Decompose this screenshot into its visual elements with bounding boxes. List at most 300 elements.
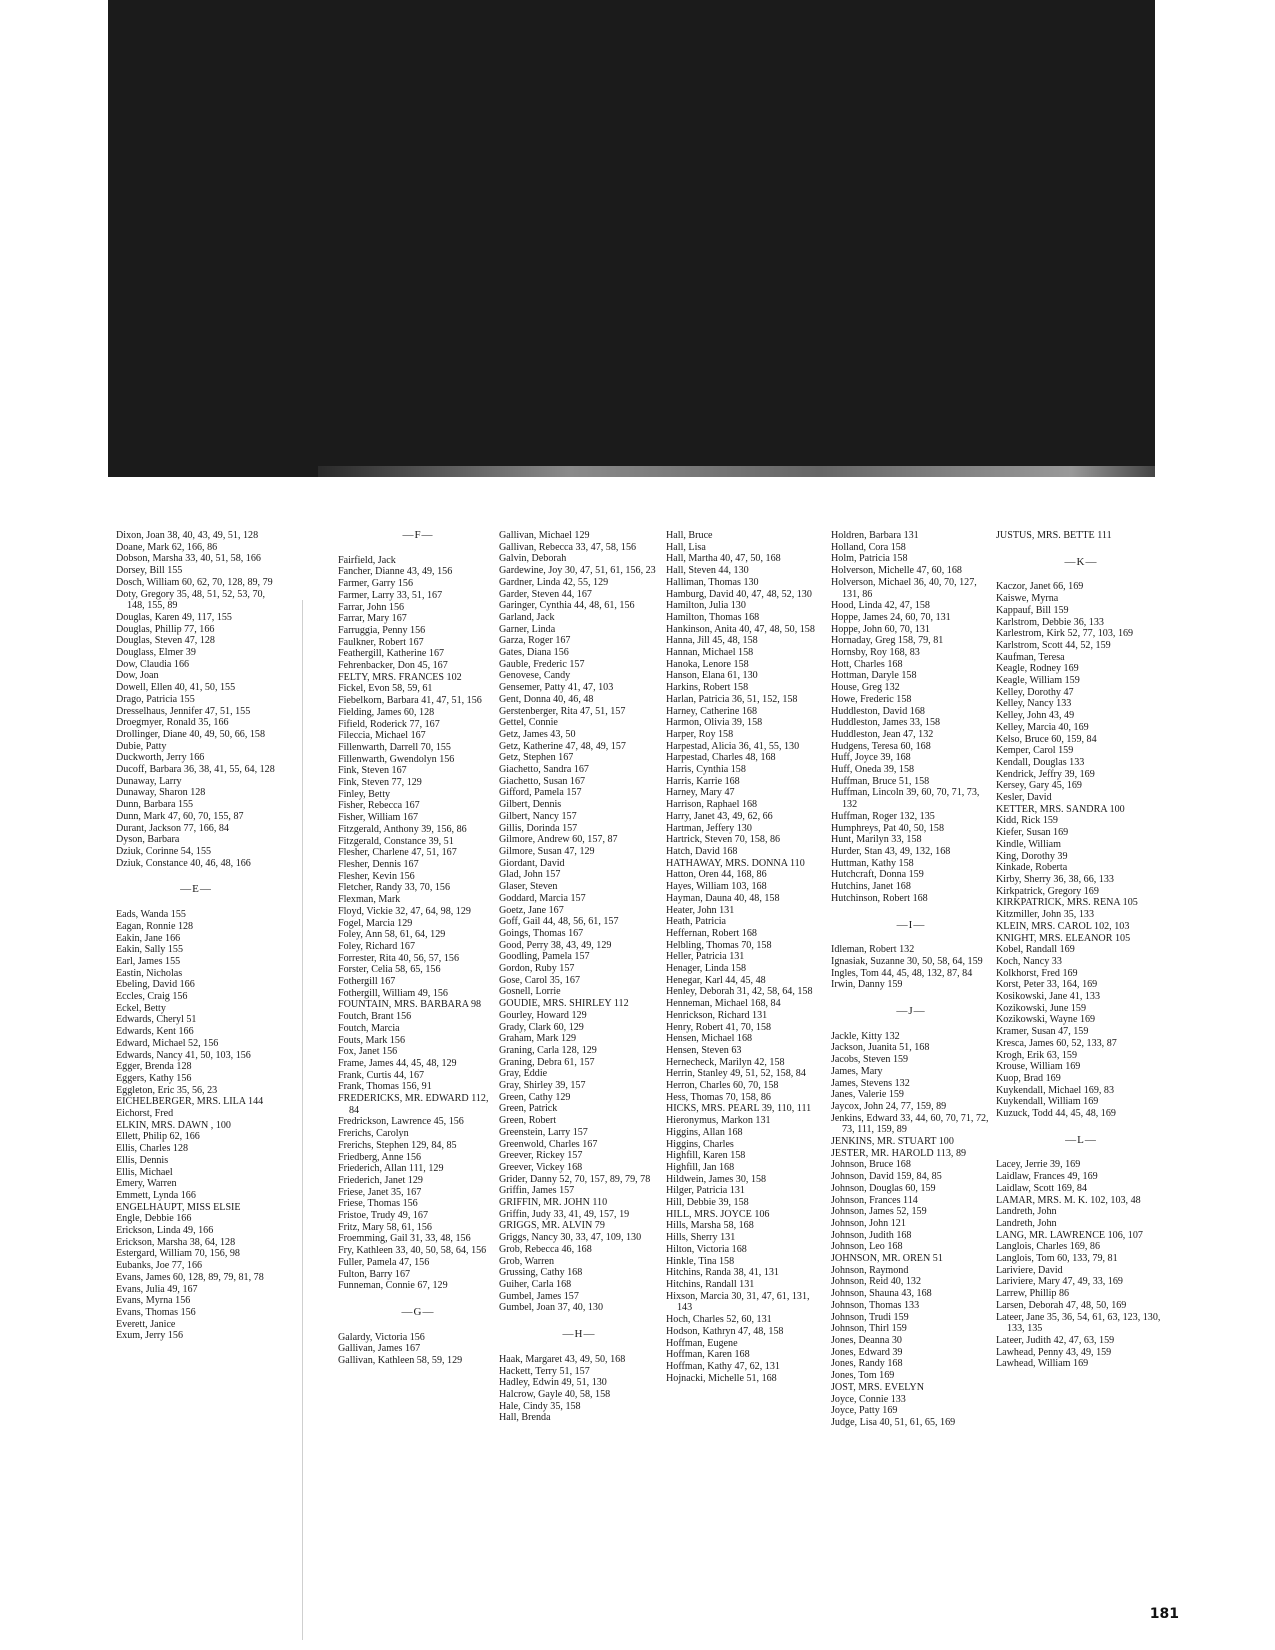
index-entry: Hildwein, James 30, 158 <box>666 1173 767 1185</box>
index-entry: Hatch, David 168 <box>666 845 738 857</box>
index-column-4 <box>666 530 826 1384</box>
index-entry: Howe, Frederic 158 <box>831 693 912 705</box>
index-entry: Jenkins, Edward 33, 44, 60, 70, 71, 72, 73, 111, 159, 89 <box>831 1112 989 1136</box>
index-entry: Earl, James 155 <box>116 955 181 967</box>
index-entry: Erickson, Linda 49, 166 <box>116 1225 214 1237</box>
index-entry: Johnson, Bruce 168 <box>831 1159 911 1171</box>
index-entry: Ellett, Philip 62, 166 <box>116 1131 200 1143</box>
index-entry: Edwards, Nancy 41, 50, 103, 156 <box>116 1049 251 1061</box>
index-entry: Henry, Robert 41, 70, 158 <box>666 1021 772 1033</box>
index-entry: Faulkner, Robert 167 <box>338 636 424 648</box>
index-entry: KNIGHT, MRS. ELEANOR 105 <box>996 932 1131 944</box>
index-entry: Harpestad, Alicia 36, 41, 55, 130 <box>666 740 800 752</box>
index-entry: Friederich, Allan 111, 129 <box>338 1163 444 1175</box>
index-entry: Good, Perry 38, 43, 49, 129 <box>499 939 612 951</box>
index-entry: Laidlaw, Scott 169, 84 <box>996 1182 1088 1194</box>
index-entry: Kelley, Nancy 133 <box>996 698 1072 710</box>
index-entry: Kirkpatrick, Gregory 169 <box>996 885 1099 897</box>
index-entry: Henneman, Michael 168, 84 <box>666 998 781 1010</box>
index-entry: Hornsby, Roy 168, 83 <box>831 647 920 659</box>
index-entry: Kozikowski, June 159 <box>996 1002 1086 1014</box>
index-entry: Edwards, Kent 166 <box>116 1026 194 1038</box>
index-entry: Gumbel, Joan 37, 40, 130 <box>499 1302 604 1314</box>
index-entry: Kelso, Bruce 60, 159, 84 <box>996 733 1097 745</box>
index-entry: Goings, Thomas 167 <box>499 927 584 939</box>
index-entry: Gent, Donna 40, 46, 48 <box>499 693 594 705</box>
index-entry: Huffman, Lincoln 39, 60, 70, 71, 73, 132 <box>831 787 980 811</box>
index-entry: Kirby, Sherry 36, 38, 66, 133 <box>996 873 1114 885</box>
section-letter-heading: —E— <box>180 883 212 896</box>
index-entry: Humphreys, Pat 40, 50, 158 <box>831 822 944 834</box>
index-entry: Landreth, John <box>996 1217 1057 1229</box>
index-entry: Fink, Steven 77, 129 <box>338 777 422 789</box>
index-entry: Doane, Mark 62, 166, 86 <box>116 541 218 553</box>
index-entry: Hayes, William 103, 168 <box>666 881 767 893</box>
index-entry: Johnson, Judith 168 <box>831 1229 912 1241</box>
index-entry: Gillis, Dorinda 157 <box>499 822 578 834</box>
index-entry: Lariviere, David <box>996 1264 1063 1276</box>
index-entry: Edwards, Cheryl 51 <box>116 1014 197 1026</box>
index-entry: Huff, Joyce 39, 168 <box>831 752 911 764</box>
index-entry: Drollinger, Diane 40, 49, 50, 66, 158 <box>116 728 266 740</box>
index-entry: Johnson, John 121 <box>831 1217 906 1229</box>
index-entry: Kidd, Rick 159 <box>996 815 1058 827</box>
index-entry: Hamilton, Thomas 168 <box>666 611 760 623</box>
index-entry: Harney, Catherine 168 <box>666 705 757 717</box>
index-entry: Halliman, Thomas 130 <box>666 576 759 588</box>
page-number: 181 <box>1149 1606 1179 1622</box>
index-entry: Gourley, Howard 129 <box>499 1009 587 1021</box>
index-entry: Huddleston, James 33, 158 <box>831 717 941 729</box>
index-entry: Johnson, Reid 40, 132 <box>831 1276 922 1288</box>
index-entry: Duckworth, Jerry 166 <box>116 752 205 764</box>
index-entry: Henrickson, Richard 131 <box>666 1009 768 1021</box>
index-entry: Helbling, Thomas 70, 158 <box>666 939 772 951</box>
index-entry: Green, Cathy 129 <box>499 1091 571 1103</box>
index-entry: Hayman, Dauna 40, 48, 158 <box>666 892 780 904</box>
index-entry: Griggs, Nancy 30, 33, 47, 109, 130 <box>499 1232 642 1244</box>
index-entry: Fothergill, William 49, 156 <box>338 987 448 999</box>
index-entry: FELTY, MRS. FRANCES 102 <box>338 671 462 683</box>
index-entry: Herron, Charles 60, 70, 158 <box>666 1080 779 1092</box>
index-entry: Grob, Rebecca 46, 168 <box>499 1243 592 1255</box>
index-entry: Emmett, Lynda 166 <box>116 1189 196 1201</box>
index-entry: Hudgens, Teresa 60, 168 <box>831 740 931 752</box>
index-entry: Johnson, Trudi 159 <box>831 1311 909 1323</box>
index-entry: Idleman, Robert 132 <box>831 944 915 956</box>
index-column-3 <box>499 530 659 1424</box>
index-entry: Evans, Julia 49, 167 <box>116 1283 198 1295</box>
index-entry: Kobel, Randall 169 <box>996 944 1075 956</box>
index-entry: Flesher, Kevin 156 <box>338 870 415 882</box>
index-entry: Goetz, Jane 167 <box>499 904 564 916</box>
index-entry: Fielding, James 60, 128 <box>338 706 435 718</box>
index-entry: Fristoe, Trudy 49, 167 <box>338 1210 429 1222</box>
index-entry: Douglas, Steven 47, 128 <box>116 635 215 647</box>
index-entry: Fancher, Dianne 43, 49, 156 <box>338 566 453 578</box>
index-entry: Foley, Ann 58, 61, 64, 129 <box>338 929 446 941</box>
index-entry: Laidlaw, Frances 49, 169 <box>996 1171 1098 1183</box>
index-entry: Hoffman, Eugene <box>666 1337 738 1349</box>
index-entry: Gensemer, Patty 41, 47, 103 <box>499 682 614 694</box>
index-entry: Kuykendall, Michael 169, 83 <box>996 1084 1115 1096</box>
index-entry: Hoppe, James 24, 60, 70, 131 <box>831 611 951 623</box>
index-entry: Kendrick, Jeffry 39, 169 <box>996 768 1095 780</box>
index-entry: Jones, Tom 169 <box>831 1370 895 1382</box>
index-entry: Gordon, Ruby 157 <box>499 963 575 975</box>
index-entry: Fox, Janet 156 <box>338 1046 398 1058</box>
index-entry: Goff, Gail 44, 48, 56, 61, 157 <box>499 916 619 928</box>
index-entry: Gose, Carol 35, 167 <box>499 974 581 986</box>
index-entry: Dow, Claudia 166 <box>116 658 190 670</box>
index-entry: Gauble, Frederic 157 <box>499 658 585 670</box>
index-entry: Getz, Stephen 167 <box>499 752 574 764</box>
index-entry: Hitchins, Randa 38, 41, 131 <box>666 1267 779 1279</box>
index-entry: Hartrick, Steven 70, 158, 86 <box>666 834 781 846</box>
index-entry: HATHAWAY, MRS. DONNA 110 <box>666 857 805 869</box>
index-entry: Guiher, Carla 168 <box>499 1279 572 1290</box>
index-entry: Hutchins, Janet 168 <box>831 881 911 893</box>
index-entry: Huddleston, Jean 47, 132 <box>831 728 934 740</box>
index-entry: Fifield, Roderick 77, 167 <box>338 718 440 730</box>
index-entry: Hamilton, Julia 130 <box>666 600 746 612</box>
index-entry: Johnson, Thomas 133 <box>831 1299 920 1311</box>
index-entry: HICKS, MRS. PEARL 39, 110, 111 <box>666 1103 812 1115</box>
index-entry: Fogel, Marcia 129 <box>338 917 413 929</box>
index-entry: Hieronymus, Markon 131 <box>666 1115 771 1127</box>
index-entry: Frerichs, Carolyn <box>338 1128 409 1140</box>
index-entry: Gilmore, Andrew 60, 157, 87 <box>499 834 618 846</box>
index-entry: Hoppe, John 60, 70, 131 <box>831 623 930 635</box>
index-entry: Galardy, Victoria 156 <box>338 1331 425 1343</box>
index-entry: Hale, Cindy 35, 158 <box>499 1400 581 1412</box>
section-letter-heading: —G— <box>401 1306 435 1318</box>
index-entry: Keagle, William 159 <box>996 675 1080 687</box>
index-entry: Ducoff, Barbara 36, 38, 41, 55, 64, 128 <box>116 764 275 776</box>
index-entry: Farmer, Larry 33, 51, 167 <box>338 589 443 601</box>
index-entry: Kelley, Dorothy 47 <box>996 686 1074 698</box>
index-entry: Harry, Janet 43, 49, 62, 66 <box>666 810 773 822</box>
index-entry: Foutch, Marcia <box>338 1022 400 1034</box>
index-entry: Dubie, Patty <box>116 740 167 752</box>
index-entry: Langlois, Charles 169, 86 <box>996 1241 1101 1253</box>
index-entry: Keagle, Rodney 169 <box>996 663 1079 675</box>
index-entry: Huddleston, David 168 <box>831 705 925 717</box>
section-letter-heading: —H— <box>562 1328 596 1341</box>
index-entry: Getz, Katherine 47, 48, 49, 157 <box>499 740 626 752</box>
index-entry: Langlois, Tom 60, 133, 79, 81 <box>996 1253 1118 1265</box>
index-entry: Hall, Brenda <box>499 1412 551 1424</box>
index-entry: Frank, Curtis 44, 167 <box>338 1069 425 1081</box>
index-entry: Friese, Janet 35, 167 <box>338 1186 422 1198</box>
index-entry: Gates, Diana 156 <box>499 647 569 659</box>
index-entry: KIRKPATRICK, MRS. RENA 105 <box>996 897 1138 909</box>
index-entry: Garza, Roger 167 <box>499 635 571 647</box>
index-entry: LANG, MR. LAWRENCE 106, 107 <box>996 1229 1143 1241</box>
index-entry: Larrew, Phillip 86 <box>996 1288 1070 1300</box>
index-entry: Glad, John 157 <box>499 869 561 881</box>
index-entry: Garland, Jack <box>499 611 555 623</box>
index-column-2 <box>338 530 498 1367</box>
section-letter-heading: —J— <box>896 1005 926 1018</box>
index-entry: Eakin, Sally 155 <box>116 944 184 956</box>
index-entry: Hood, Linda 42, 47, 158 <box>831 600 930 612</box>
index-entry: Giachetto, Sandra 167 <box>499 764 589 776</box>
index-entry: Galvin, Deborah <box>499 553 567 565</box>
index-entry: Kelley, Marcia 40, 169 <box>996 721 1089 733</box>
index-entry: Janes, Valerie 159 <box>831 1089 904 1101</box>
index-entry: KLEIN, MRS. CAROL 102, 103 <box>996 920 1130 932</box>
index-entry: Holdren, Barbara 131 <box>831 530 919 541</box>
index-entry: Kesler, David <box>996 792 1052 804</box>
index-entry: Kinkade, Roberta <box>996 862 1068 874</box>
index-entry: Harmon, Olivia 39, 158 <box>666 717 763 729</box>
index-entry: Hanson, Elana 61, 130 <box>666 670 758 682</box>
index-entry: Fletcher, Randy 33, 70, 156 <box>338 882 451 894</box>
section-letter-heading: —K— <box>1064 555 1098 568</box>
index-entry: Flexman, Mark <box>338 894 401 906</box>
index-entry: Douglas, Karen 49, 117, 155 <box>116 611 232 623</box>
photo-bottom-edge <box>318 466 1155 477</box>
index-entry: Kaufman, Teresa <box>996 651 1065 663</box>
index-entry: Henager, Linda 158 <box>666 963 747 975</box>
index-entry: Dresselhaus, Jennifer 47, 51, 155 <box>116 705 251 717</box>
index-entry: Heath, Patricia <box>666 916 726 928</box>
index-entry: Erickson, Marsha 38, 64, 128 <box>116 1236 236 1248</box>
index-entry: Griffin, Judy 33, 41, 49, 157, 19 <box>499 1208 630 1220</box>
index-entry: Eggers, Kathy 156 <box>116 1072 192 1084</box>
index-entry: Hill, Debbie 39, 158 <box>666 1197 749 1209</box>
index-entry: Dorsey, Bill 155 <box>116 565 183 577</box>
index-entry: Henegar, Karl 44, 45, 48 <box>666 974 766 986</box>
index-entry: Foley, Richard 167 <box>338 940 415 952</box>
index-entry: Kemper, Carol 159 <box>996 745 1074 757</box>
index-entry: Estergard, William 70, 156, 98 <box>116 1248 240 1260</box>
index-entry: Kozikowski, Wayne 169 <box>996 1014 1096 1026</box>
index-entry: King, Dorothy 39 <box>996 850 1068 862</box>
index-entry: Hall, Bruce <box>666 530 713 541</box>
index-entry: Evans, Myrna 156 <box>116 1295 191 1307</box>
index-entry: Dowell, Ellen 40, 41, 50, 155 <box>116 682 236 694</box>
index-entry: Heffernan, Robert 168 <box>666 927 757 939</box>
index-entry: Harney, Mary 47 <box>666 787 735 799</box>
index-entry: Hoch, Charles 52, 60, 131 <box>666 1314 772 1326</box>
index-entry: Farruggia, Penny 156 <box>338 624 426 636</box>
index-entry: Hackett, Terry 51, 157 <box>499 1365 590 1377</box>
index-entry: Frank, Thomas 156, 91 <box>338 1081 432 1093</box>
index-entry: Kuop, Brad 169 <box>996 1072 1061 1084</box>
index-entry: Krouse, William 169 <box>996 1061 1081 1073</box>
index-entry: Hoffman, Karen 168 <box>666 1349 750 1361</box>
index-entry: Kuykendall, William 169 <box>996 1096 1099 1108</box>
index-entry: Fink, Steven 167 <box>338 765 407 777</box>
index-entry: Forster, Celia 58, 65, 156 <box>338 964 441 976</box>
index-entry: Hott, Charles 168 <box>831 658 903 670</box>
index-entry: Kindle, William <box>996 838 1062 850</box>
name-index <box>116 530 1225 1610</box>
index-entry: Hills, Marsha 58, 168 <box>666 1220 754 1232</box>
index-entry: Greenstein, Larry 157 <box>499 1126 588 1138</box>
index-entry: Higgins, Charles <box>666 1138 734 1150</box>
index-entry: Hutchcraft, Donna 159 <box>831 869 924 881</box>
index-entry: Fillenwarth, Gwendolyn 156 <box>338 753 455 765</box>
index-entry: Eakin, Jane 166 <box>116 932 181 944</box>
index-entry: Durant, Jackson 77, 166, 84 <box>116 822 229 834</box>
index-entry: Lawhead, William 169 <box>996 1358 1089 1370</box>
index-entry: Karlestrom, Kirk 52, 77, 103, 169 <box>996 628 1134 640</box>
index-entry: Dixon, Joan 38, 40, 43, 49, 51, 128 <box>116 530 259 541</box>
index-entry: Johnson, Douglas 60, 159 <box>831 1182 936 1194</box>
index-entry: Fulton, Barry 167 <box>338 1268 411 1280</box>
index-entry: Hanna, Jill 45, 48, 158 <box>666 635 758 647</box>
index-entry: Evans, James 60, 128, 89, 79, 81, 78 <box>116 1271 264 1283</box>
index-entry: Highfill, Jan 168 <box>666 1161 735 1173</box>
index-entry: Gallivan, Rebecca 33, 47, 58, 156 <box>499 541 637 553</box>
index-entry: Hurder, Stan 43, 49, 132, 168 <box>831 845 951 857</box>
index-entry: JESTER, MR. HAROLD 113, 89 <box>831 1147 967 1159</box>
index-entry: Harlan, Patricia 36, 51, 152, 158 <box>666 693 798 705</box>
index-entry: Hunt, Marilyn 33, 158 <box>831 834 922 846</box>
index-entry: Fickel, Evon 58, 59, 61 <box>338 683 433 695</box>
index-entry: Foutch, Brant 156 <box>338 1011 412 1023</box>
index-entry: Kolkhorst, Fred 169 <box>996 967 1078 979</box>
index-entry: JENKINS, MR. STUART 100 <box>831 1136 954 1148</box>
index-entry: Kappauf, Bill 159 <box>996 604 1069 616</box>
index-entry: Kitzmiller, John 35, 133 <box>996 909 1094 921</box>
index-entry: Kelley, John 43, 49 <box>996 710 1075 722</box>
index-entry: Grider, Danny 52, 70, 157, 89, 79, 78 <box>499 1173 651 1185</box>
index-entry: Gerstenberger, Rita 47, 51, 157 <box>499 705 626 717</box>
index-entry: Dobson, Marsha 33, 40, 51, 58, 166 <box>116 553 261 565</box>
index-entry: Gilbert, Dennis <box>499 799 562 811</box>
index-entry: Hall, Lisa <box>666 541 706 553</box>
index-entry: Fouts, Mark 156 <box>338 1034 406 1046</box>
index-entry: Holverson, Michelle 47, 60, 168 <box>831 565 962 577</box>
index-entry: Fehrenbacker, Don 45, 167 <box>338 660 448 672</box>
index-entry: Irwin, Danny 159 <box>831 979 903 991</box>
index-entry: Judge, Lisa 40, 51, 61, 65, 169 <box>831 1416 956 1428</box>
index-entry: Koch, Nancy 33 <box>996 955 1062 967</box>
index-entry: Garder, Steven 44, 167 <box>499 588 592 600</box>
index-entry: Johnson, Raymond <box>831 1264 909 1276</box>
index-entry: Fritz, Mary 58, 61, 156 <box>338 1221 432 1233</box>
index-entry: HILL, MRS. JOYCE 106 <box>666 1208 770 1220</box>
index-entry: Green, Patrick <box>499 1103 558 1115</box>
index-entry: Goodling, Pamela 157 <box>499 951 590 963</box>
index-entry: JOST, MRS. EVELYN <box>831 1381 925 1393</box>
index-entry: Eggleton, Eric 35, 56, 23 <box>116 1084 218 1096</box>
index-entry: Kuzuck, Todd 44, 45, 48, 169 <box>996 1108 1116 1120</box>
index-entry: Holland, Cora 158 <box>831 541 906 553</box>
index-entry: Douglass, Elmer 39 <box>116 647 196 659</box>
index-entry: Gardewine, Joy 30, 47, 51, 61, 156, 23 <box>499 565 656 577</box>
index-entry: Emery, Warren <box>116 1178 177 1190</box>
index-entry: Gumbel, James 157 <box>499 1290 579 1302</box>
index-entry: Finley, Betty <box>338 788 391 800</box>
section-letter-heading: —L— <box>1065 1133 1097 1146</box>
index-entry: Farrar, Mary 167 <box>338 613 407 625</box>
index-entry: Getz, James 43, 50 <box>499 728 576 740</box>
index-entry: Douglas, Phillip 77, 166 <box>116 623 215 635</box>
index-entry: Karlstrom, Debbie 36, 133 <box>996 616 1104 628</box>
index-entry: Fisher, William 167 <box>338 812 419 824</box>
index-entry: Eccles, Craig 156 <box>116 991 188 1003</box>
index-entry: Graning, Debra 61, 157 <box>499 1056 595 1068</box>
index-entry: Johnson, Frances 114 <box>831 1194 918 1206</box>
index-entry: Grob, Warren <box>499 1255 555 1267</box>
index-entry: James, Stevens 132 <box>831 1077 910 1089</box>
index-entry: Gallivan, Michael 129 <box>499 530 590 541</box>
index-entry: Green, Robert <box>499 1115 557 1127</box>
index-entry: Jacobs, Steven 159 <box>831 1054 909 1066</box>
index-entry: Farrar, John 156 <box>338 601 405 613</box>
index-entry: Friese, Thomas 156 <box>338 1198 418 1210</box>
index-entry: Garinger, Cynthia 44, 48, 61, 156 <box>499 600 635 612</box>
index-column-6 <box>996 530 1166 1370</box>
index-entry: Hartman, Jeffery 130 <box>666 822 752 834</box>
index-entry: Ignasiak, Suzanne 30, 50, 58, 64, 159 <box>831 955 983 967</box>
index-entry: Eckel, Betty <box>116 1002 166 1014</box>
index-entry: Halcrow, Gayle 40, 58, 158 <box>499 1388 611 1400</box>
index-entry: Haak, Margaret 43, 49, 50, 168 <box>499 1353 626 1365</box>
index-entry: Holverson, Michael 36, 40, 70, 127, 131, 86 <box>831 576 977 600</box>
index-entry: Dosch, William 60, 62, 70, 128, 89, 79 <box>116 576 273 588</box>
index-entry: Jaycox, John 24, 77, 159, 89 <box>831 1100 947 1112</box>
index-entry: Egger, Brenda 128 <box>116 1061 192 1073</box>
index-entry: KETTER, MRS. SANDRA 100 <box>996 803 1125 815</box>
index-entry: Hensen, Steven 63 <box>666 1044 742 1056</box>
index-entry: Ellis, Dennis <box>116 1154 169 1166</box>
index-entry: Jackle, Kitty 132 <box>831 1030 900 1042</box>
index-entry: Graning, Carla 128, 129 <box>499 1044 597 1056</box>
index-entry: Gilbert, Nancy 157 <box>499 810 577 822</box>
index-entry: Herrin, Stanley 49, 51, 52, 158, 84 <box>666 1068 806 1080</box>
index-entry: Ellis, Charles 128 <box>116 1143 189 1155</box>
index-entry: Dunn, Mark 47, 60, 70, 155, 87 <box>116 810 244 822</box>
index-entry: Gallivan, James 167 <box>338 1343 421 1355</box>
index-entry: Friederich, Janet 129 <box>338 1174 423 1186</box>
index-entry: Hernecheck, Marilyn 42, 158 <box>666 1056 785 1068</box>
index-entry: Hojnacki, Michelle 51, 168 <box>666 1372 777 1384</box>
index-entry: Kaczor, Janet 66, 169 <box>996 581 1084 593</box>
index-entry: Dunaway, Larry <box>116 775 182 787</box>
index-entry: JOHNSON, MR. OREN 51 <box>831 1253 943 1265</box>
index-entry: Harris, Karrie 168 <box>666 775 740 787</box>
index-entry: GOUDIE, MRS. SHIRLEY 112 <box>499 998 629 1010</box>
index-entry: Huffman, Roger 132, 135 <box>831 810 935 822</box>
index-entry: Gardner, Linda 42, 55, 129 <box>499 576 609 588</box>
index-entry: Hutchinson, Robert 168 <box>831 892 928 904</box>
index-entry: Evans, Thomas 156 <box>116 1307 196 1318</box>
index-entry: Lawhead, Penny 43, 49, 159 <box>996 1346 1112 1358</box>
index-entry: Genovese, Candy <box>499 670 571 682</box>
index-entry: Harris, Cynthia 158 <box>666 764 746 776</box>
index-entry: Kiefer, Susan 169 <box>996 827 1069 839</box>
index-entry: Hatton, Oren 44, 168, 86 <box>666 869 767 881</box>
index-entry: Ebeling, David 166 <box>116 979 195 991</box>
index-entry: GRIGGS, MR. ALVIN 79 <box>499 1220 605 1232</box>
header-photograph <box>108 0 1155 477</box>
index-entry: Hall, Steven 44, 130 <box>666 565 749 577</box>
index-entry: Johnson, James 52, 159 <box>831 1206 927 1218</box>
index-entry: Gallivan, Kathleen 58, 59, 129 <box>338 1355 463 1367</box>
index-entry: Froemming, Gail 31, 33, 48, 156 <box>338 1233 471 1245</box>
index-entry: Giachetto, Susan 167 <box>499 775 586 787</box>
index-entry: Friedberg, Anne 156 <box>338 1151 422 1163</box>
index-entry: Eichorst, Fred <box>116 1108 174 1120</box>
index-entry: Hall, Martha 40, 47, 50, 168 <box>666 553 781 565</box>
index-entry: JUSTUS, MRS. BETTE 111 <box>996 530 1112 541</box>
